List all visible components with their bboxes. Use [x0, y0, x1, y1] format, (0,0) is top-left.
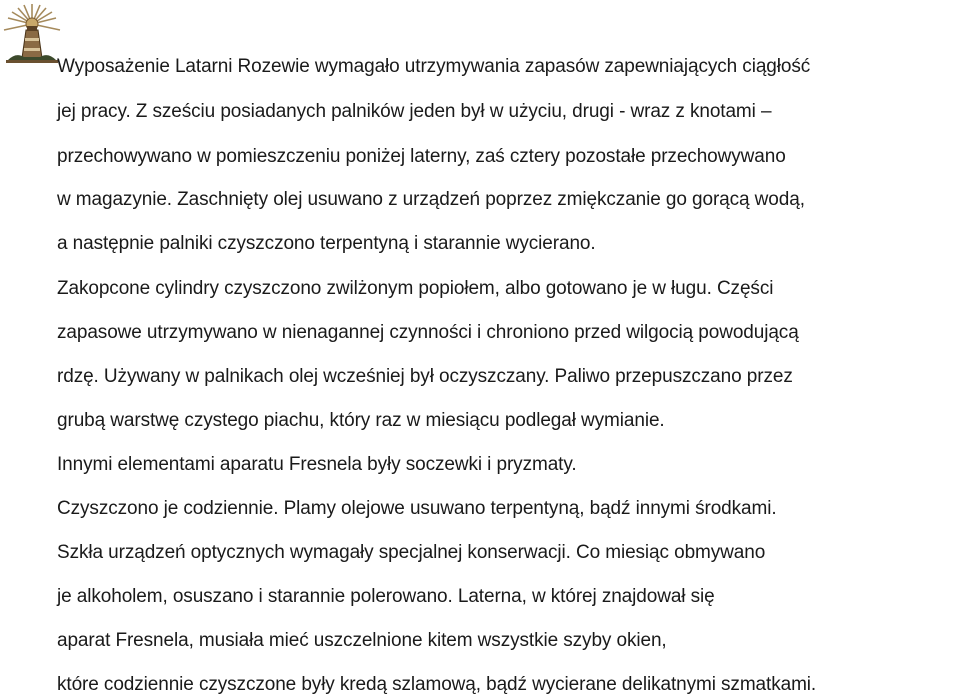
text-line: które codziennie czyszczone były kredą szlamową, bądź wycierane delikatnymi szmatkami. — [57, 674, 817, 695]
text-line: zapasowe utrzymywano w nienagannej czynności i chroniono przed wilgocią powodującą — [57, 322, 799, 343]
text-line: jej pracy. Z sześciu posiadanych palników jeden był w użyciu, drugi - wraz z knotami – — [57, 101, 772, 122]
text-line: Zakopcone cylindry czyszczono zwilżonym popiołem, albo gotowano je w ługu. Części — [57, 278, 774, 299]
text-line: Czyszczono je codziennie. Plamy olejowe usuwano terpentyną, bądź innymi środkami. — [57, 498, 777, 519]
text-line: rdzę. Używany w palnikach olej wcześniej był oczyszczany. Paliwo przepuszczano przez — [57, 366, 793, 387]
text-line: a następnie palniki czyszczono terpentyną i starannie wycierano. — [57, 233, 596, 254]
text-line: je alkoholem, osuszano i starannie polerowano. Laterna, w której znajdował się — [57, 586, 715, 607]
text-line: aparat Fresnela, musiała mieć uszczelnione kitem wszystkie szyby okien, — [57, 630, 667, 651]
text-line: Szkła urządzeń optycznych wymagały specjalnej konserwacji. Co miesiąc obmywano — [57, 542, 766, 563]
text-line: przechowywano w pomieszczeniu poniżej laterny, zaś cztery pozostałe przechowywano — [57, 146, 786, 167]
text-line: Wyposażenie Latarni Rozewie wymagało utrzymywania zapasów zapewniających ciągłość — [57, 56, 811, 77]
text-line: Innymi elementami aparatu Fresnela były soczewki i pryzmaty. — [57, 454, 577, 475]
text-line: grubą warstwę czystego piachu, który raz w miesiącu podlegał wymianie. — [57, 410, 665, 431]
text-line: w magazynie. Zaschnięty olej usuwano z urządzeń poprzez zmiękczanie go gorącą wodą, — [57, 189, 805, 210]
